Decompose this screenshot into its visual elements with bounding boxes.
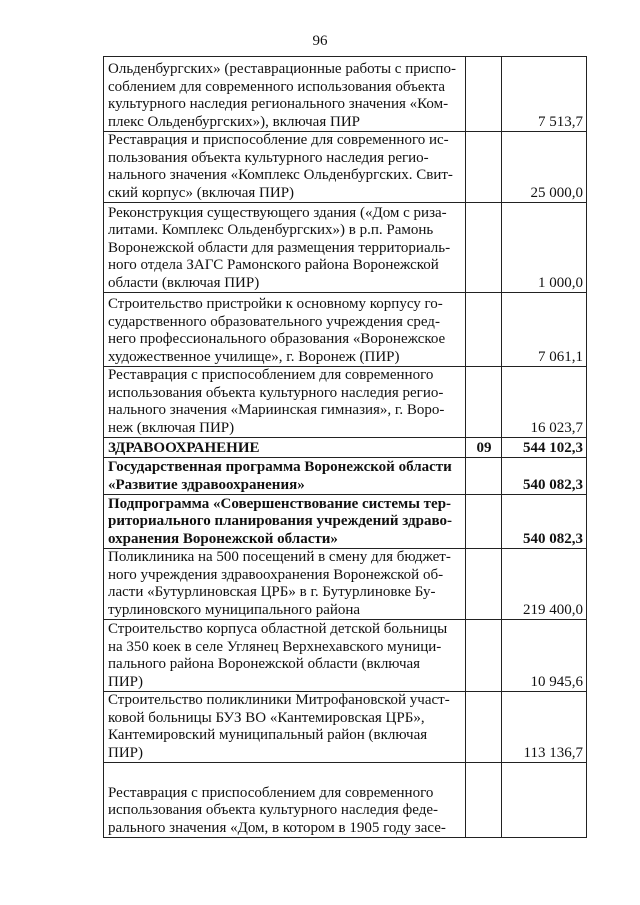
- row-section-code: [466, 132, 502, 203]
- row-section-code: 09: [466, 438, 502, 458]
- row-section-code: [466, 458, 502, 495]
- table-row-heading: [104, 495, 587, 549]
- row-section-code: [466, 367, 502, 438]
- row-section-code: [466, 549, 502, 620]
- row-description: Строительство поликлиники Митрофановской участ- ковой больницы БУЗ ВО «Кантемировская ЦРБ», Кантемировский муниципальный район (включая ПИР): [104, 692, 466, 763]
- row-amount: 540 082,3: [502, 495, 587, 549]
- row-section-code: [466, 293, 502, 367]
- row-description: ЗДРАВООХРАНЕНИЕ: [104, 438, 466, 458]
- row-description: Подпрограмма «Совершенствование системы тер- риториального планирования учреждений здраво- охранения Воронежской области»: [104, 495, 466, 549]
- row-amount: [502, 763, 587, 838]
- table-row: [104, 367, 587, 438]
- table-row-heading: [104, 438, 587, 458]
- row-amount: 219 400,0: [502, 549, 587, 620]
- row-section-code: [466, 620, 502, 692]
- table-row: [104, 293, 587, 367]
- row-amount: 16 023,7: [502, 367, 587, 438]
- table-row: [104, 132, 587, 203]
- table-row-heading: [104, 458, 587, 495]
- row-amount: 7 061,1: [502, 293, 587, 367]
- row-amount: 7 513,7: [502, 57, 587, 132]
- row-description: Реставрация и приспособление для современного ис- пользования объекта культурного наследия регио- нального значения «Комплекс Ольденбургских. Свит- ский корпус» (включая ПИР): [104, 132, 466, 203]
- row-section-code: [466, 692, 502, 763]
- row-description: Реконструкция существующего здания («Дом с риза- литами. Комплекс Ольденбургских») в р.п. Рамонь Воронежской области для размещения территориаль- ного отдела ЗАГС Рамонского района Воронежской области (включая ПИР): [104, 203, 466, 293]
- table-row: [104, 763, 587, 838]
- table-row: [104, 620, 587, 692]
- row-section-code: [466, 203, 502, 293]
- table-row: [104, 692, 587, 763]
- row-description: Строительство корпуса областной детской больницы на 350 коек в селе Углянец Верхнехавского муници- пального района Воронежской области (включая ПИР): [104, 620, 466, 692]
- row-amount: 113 136,7: [502, 692, 587, 763]
- row-description: Реставрация с приспособлением для современного использования объекта культурного наследия регио- нального значения «Мариинская гимназия», г. Воро- неж (включая ПИР): [104, 367, 466, 438]
- row-section-code: [466, 57, 502, 132]
- page-number: 96: [312, 33, 328, 49]
- row-description: Реставрация с приспособлением для современного использования объекта культурного наследия феде- рального значения «Дом, в котором в 1905 году засе-: [104, 763, 466, 838]
- row-section-code: [466, 763, 502, 838]
- row-amount: 1 000,0: [502, 203, 587, 293]
- row-amount: 10 945,6: [502, 620, 587, 692]
- row-section-code: [466, 495, 502, 549]
- table-row: [104, 57, 587, 132]
- row-description: Ольденбургских» (реставрационные работы с приспо- соблением для современного использования объекта культурного наследия регионального значения «Ком- плекс Ольденбургских»), включая ПИР: [104, 57, 466, 132]
- budget-table-body: [104, 57, 587, 838]
- table-row: [104, 549, 587, 620]
- row-amount: 544 102,3: [502, 438, 587, 458]
- budget-table: [103, 56, 587, 838]
- row-amount: 540 082,3: [502, 458, 587, 495]
- row-description: Поликлиника на 500 посещений в смену для бюджет- ного учреждения здравоохранения Воронежской об- ласти «Бутурлиновская ЦРБ» в г. Бутурлиновке Бу- турлиновского муниципального района: [104, 549, 466, 620]
- row-description: Государственная программа Воронежской области «Развитие здравоохранения»: [104, 458, 466, 495]
- table-row: [104, 203, 587, 293]
- row-description: Строительство пристройки к основному корпусу го- сударственного образовательного учреждения сред- него профессионального образования «Воронежское художественное училище», г. Воронеж (ПИР): [104, 293, 466, 367]
- row-amount: 25 000,0: [502, 132, 587, 203]
